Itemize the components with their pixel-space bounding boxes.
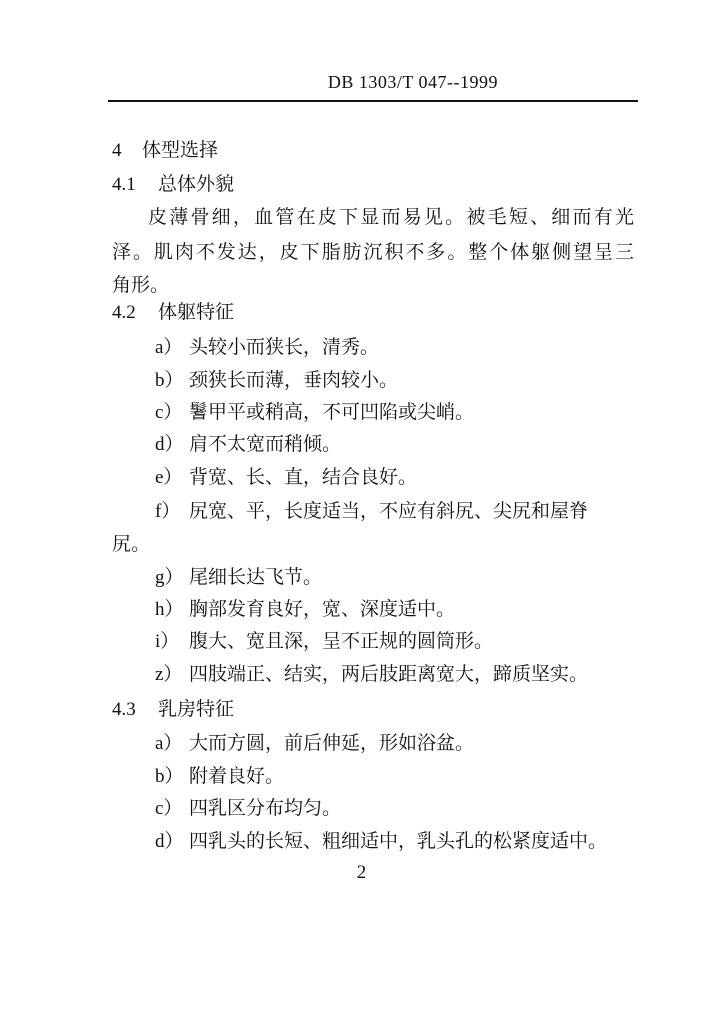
item-text: 鬐甲平或稍高，不可凹陷或尖峭。 — [189, 401, 475, 423]
subsection-title: 总体外貌 — [158, 173, 235, 195]
page-number: 2 — [356, 862, 367, 883]
list-item — [155, 432, 341, 457]
item-text: 颈狭长而薄，垂肉较小。 — [189, 369, 399, 391]
list-item — [155, 465, 417, 490]
item-marker: b） — [155, 370, 184, 391]
item-marker: i） — [155, 631, 180, 652]
list-item — [155, 335, 379, 360]
item-text: 四乳区分布均匀。 — [189, 797, 342, 819]
paragraph-line: 角形。 — [112, 274, 170, 296]
section-heading — [112, 138, 218, 163]
list-item — [155, 629, 493, 654]
subsection-number: 4.1 — [112, 174, 136, 195]
subsection-title: 体躯特征 — [158, 301, 235, 323]
item-marker: g） — [155, 567, 184, 588]
list-item — [155, 829, 607, 854]
subsection-heading — [112, 300, 234, 325]
subsection-heading — [112, 172, 234, 197]
list-item — [155, 368, 398, 393]
item-text: 大而方圆，前后伸延，形如浴盆。 — [189, 732, 475, 754]
list-item — [155, 597, 455, 622]
section-title: 体型选择 — [142, 139, 219, 161]
subsection-heading — [112, 697, 234, 722]
item-text: 胸部发育良好，宽、深度适中。 — [189, 598, 456, 620]
item-text: 肩不太宽而稍倾。 — [189, 433, 342, 455]
item-marker: b） — [155, 766, 184, 787]
item-text: 头较小而狭长，清秀。 — [189, 336, 380, 358]
list-item — [155, 400, 474, 425]
list-item — [155, 796, 341, 821]
list-item — [155, 499, 635, 524]
item-text: 背宽、长、直，结合良好。 — [189, 466, 418, 488]
item-marker: c） — [155, 402, 183, 423]
item-marker: c） — [155, 798, 183, 819]
item-marker: d） — [155, 434, 184, 455]
item-marker: a） — [155, 733, 183, 754]
subsection-number: 4.3 — [112, 699, 136, 720]
list-item-continuation: 尻。 — [112, 533, 151, 555]
item-marker: a） — [155, 337, 183, 358]
item-text: 四肢端正、结实，两后肢距离宽大，蹄质坚实。 — [189, 663, 589, 685]
page-header — [108, 70, 638, 102]
paragraph-line: 泽。肌肉不发达，皮下脂肪沉积不多。整个体躯侧望呈三 — [112, 241, 634, 263]
list-item — [155, 662, 588, 687]
item-marker: f） — [155, 501, 181, 522]
list-item — [155, 764, 284, 789]
standard-code: DB 1303/T 047--1999 — [327, 72, 498, 92]
item-marker: z） — [155, 664, 183, 685]
subsection-number: 4.2 — [112, 302, 136, 323]
list-item — [155, 731, 474, 756]
item-text: 尾细长达飞节。 — [189, 566, 323, 588]
paragraph-line: 皮薄骨细，血管在皮下显而易见。被毛短、细而有光 — [148, 206, 634, 228]
item-text: 四乳头的长短、粗细适中，乳头孔的松紧度适中。 — [189, 830, 608, 852]
item-marker: d） — [155, 831, 184, 852]
subsection-title: 乳房特征 — [158, 698, 235, 720]
section-number: 4 — [112, 140, 122, 161]
item-text: 尻宽、平，长度适当，不应有斜尻、尖尻和屋脊 — [189, 500, 589, 522]
item-marker: h） — [155, 599, 184, 620]
item-text: 附着良好。 — [189, 765, 285, 787]
list-item — [155, 565, 322, 590]
item-marker: e） — [155, 467, 183, 488]
item-text: 腹大、宽且深，呈不正规的圆筒形。 — [189, 630, 494, 652]
